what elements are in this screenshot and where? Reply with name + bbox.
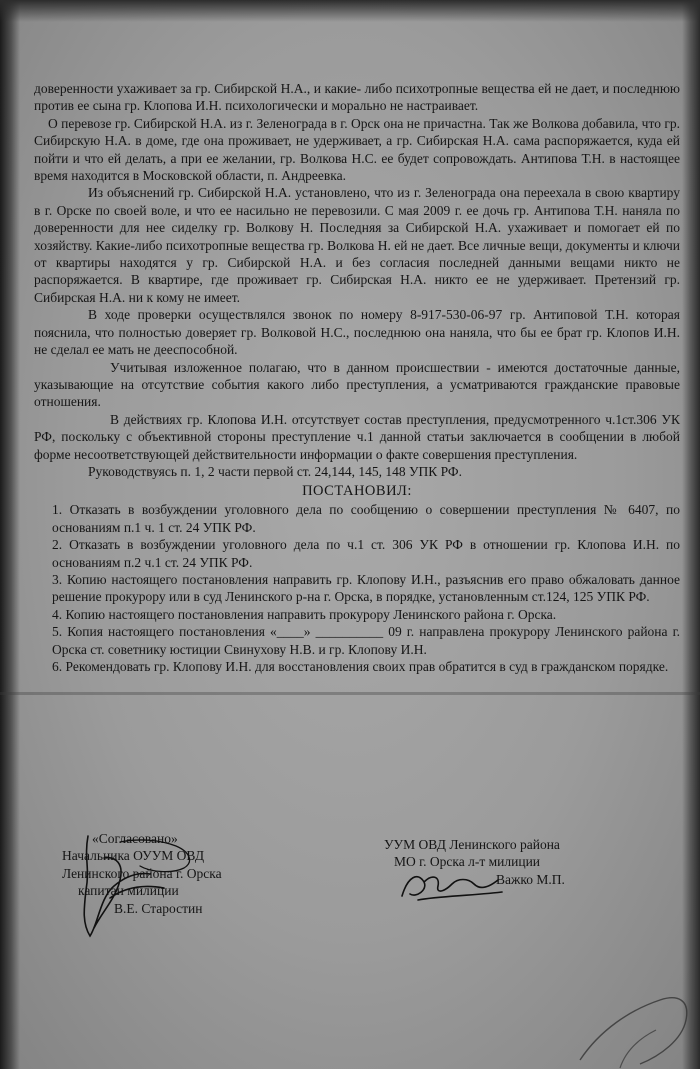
approval-rank: капитан милиции <box>78 883 179 899</box>
paragraph: О перевозе гр. Сибирской Н.А. из г. Зеленограда в г. Орск она не причастна. Так же Волкова добавила, что гр. Сибирскую Н.А. в доме, где она проживает, не удерживает, а гр. Сибирская Н.А. сама распоряжается, куда ей пойти и что ей делать, а при ее желании, гр. Волкова Н.С. ее будет сопровождать. Антипова Т.Н. в настоящее время находится в Московской области, п. Андреевка. <box>34 115 680 184</box>
signer-rank: МО г. Орска л-т милиции <box>394 854 541 870</box>
handwritten-signature-left <box>80 828 240 948</box>
page-shadow-left <box>0 0 20 1069</box>
paper-fold <box>0 692 700 695</box>
approval-position: Начальника ОУУМ ОВД <box>62 848 205 864</box>
resolution-item: 6. Рекомендовать гр. Клопову И.Н. для восстановления своих прав обратится в суд в гражданском порядке. <box>52 659 669 674</box>
paragraph: Учитывая изложенное полагаю, что в данном происшествии - имеются достаточные данные, указывающие на отсутствие события какого либо преступления, а усматриваются гражданские правовые отношения. <box>34 359 680 410</box>
paragraph: В ходе проверки осуществлялся звонок по номеру 8-917-530-06-97 гр. Антиповой Т.Н. которая пояснила, что полностью доверяет гр. Волковой Н.С., последнюю она наняла, что бы ее брат гр. Клопов И.Н. не сделал ее мать не дееспособной. <box>34 307 680 358</box>
resolution-item: 2. Отказать в возбуждении уголовного дела по ч.1 ст. 306 УК РФ в отношении гр. Клопова И.Н. по основаниям п.2 ч.1 ст. 24 УПК РФ. <box>52 537 680 570</box>
approval-agreed: «Согласовано» <box>92 831 178 846</box>
document-body <box>34 80 680 675</box>
resolution-item: 5. Копия настоящего постановления «____» __________ 09 г. направлена прокурору Ленинского района г. Орска ст. советнику юстиции Свинухову Н.В. и гр. Клопову И.Н. <box>52 624 680 657</box>
resolution-item: 1. Отказать в возбуждении уголовного дела по сообщению о совершении преступления № 6407, по основаниям п.1 ч. 1 ст. 24 УПК РФ. <box>52 502 680 535</box>
resolution-item: 4. Копию настоящего постановления направить прокурору Ленинского района г. Орска. <box>52 606 557 622</box>
approval-name: В.Е. Старостин <box>114 900 203 916</box>
scribble-mark <box>560 960 700 1069</box>
page-shadow-right <box>682 0 700 1069</box>
signer-name: Важко М.П. <box>496 871 565 887</box>
handwritten-signature-right <box>398 866 508 906</box>
paragraph: В действиях гр. Клопова И.Н. отсутствует состав преступления, предусмотренного ч.1ст.306 УК РФ, поскольку с объективной стороны преступление ч.1 данной статьи заключается в сообщении в любой форме несоответствующей действительности информации о факте совершения преступления. <box>34 411 680 462</box>
page-shadow-top <box>0 0 700 22</box>
paragraph: доверенности ухаживает за гр. Сибирской Н.А., и какие- либо психотропные вещества ей не дает, и последнюю против ее сына гр. Клопова И.Н. психологически и морально не настраивает. <box>34 81 680 114</box>
resolution-item: 3. Копию настоящего постановления направить гр. Клопову И.Н., разъяснив его право обжаловать данное решение прокурору или в суд Ленинского р-на г. Орска, в порядке, установленным ст.124, 125 УПК РФ. <box>52 571 680 605</box>
signer-position: УУМ ОВД Ленинского района <box>384 837 560 852</box>
paragraph: Руководствуясь п. 1, 2 части первой ст. 24,144, 145, 148 УПК РФ. <box>88 463 462 479</box>
approval-department: Ленинского района г. Орска <box>62 865 222 881</box>
resolution-heading: ПОСТАНОВИЛ: <box>302 483 412 500</box>
paragraph: Из объяснений гр. Сибирской Н.А. установлено, что из г. Зеленограда она переехала в свою квартиру в г. Орске по своей воле, и что ее насильно не перевозили. С мая 2009 г. ее дочь гр. Антипова Т.Н. наняла по доверенности для нее сиделку гр. Волкову Н. Последняя за Сибирской Н.А. ухаживает и помогает ей по хозяйству. Какие-либо психотропные вещества гр. Волкова Н. ей не дает. Все личные вещи, документы и ключи от квартиры находятся у гр. Сибирской Н.А. и без согласия последней данными вещами никто не распоряжается. В квартире, где проживает гр. Сибирская Н.А. никто ее не удерживает. Претензий гр. Сибирская Н.А. ни к кому не имеет. <box>34 185 680 305</box>
